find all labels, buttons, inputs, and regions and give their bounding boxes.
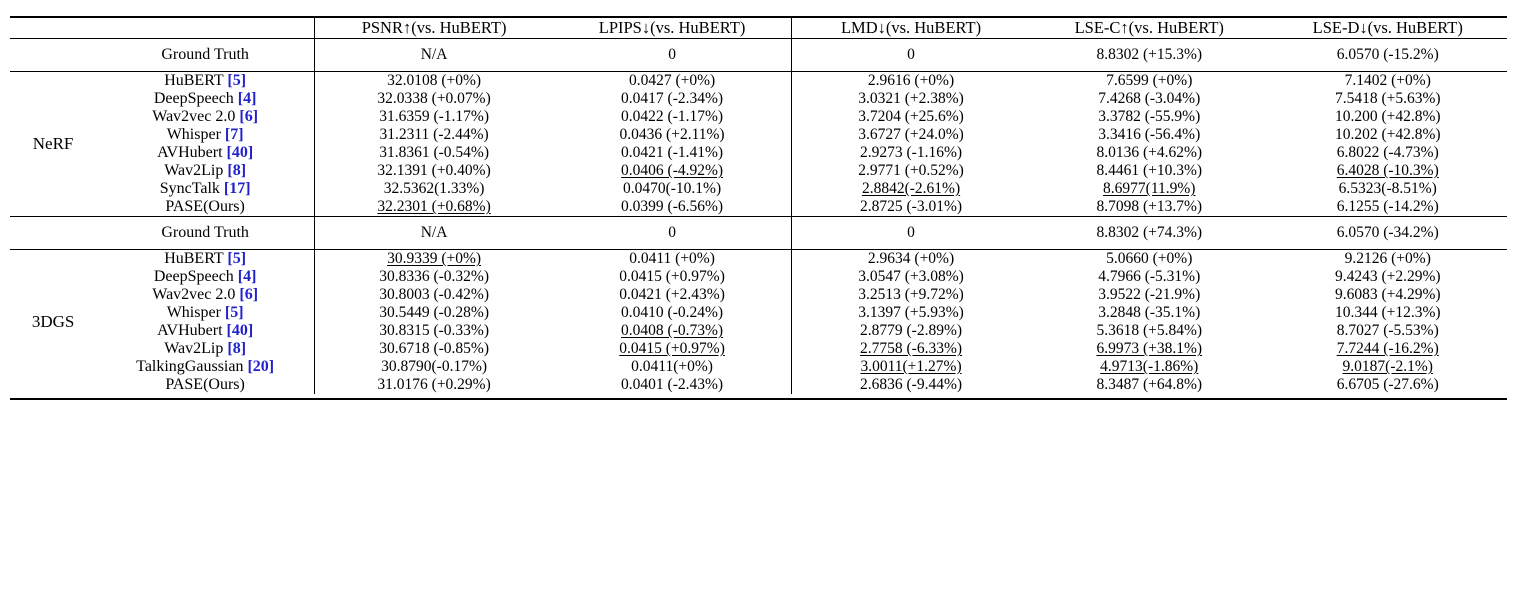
table-row [10,90,1507,108]
table-header-row [10,17,1507,39]
table-row [10,304,1507,322]
metric-value: 4.9713(-1.86%) [1100,358,1199,375]
method-name: HuBERT [5] [96,250,314,269]
metric-value: 32.1391 (+0.40%) [315,162,553,180]
group-label [10,39,96,72]
metric-value: 31.0176 (+0.29%) [315,376,553,394]
citation-ref[interactable]: [7] [224,126,244,143]
metric-value: 0.0411 (+0%) [553,250,791,269]
table-bottom-rule [10,394,1507,399]
metric-value: 0 [792,39,1030,72]
table-row [10,162,1507,180]
method-name: SyncTalk [17] [96,180,314,198]
metric-value: 0 [792,217,1030,250]
table-row [10,268,1507,286]
method-name: Wav2Lip [8] [96,162,314,180]
table-row [10,217,1507,250]
metric-value: 8.7098 (+13.7%) [1096,198,1203,215]
metric-value: 32.2301 (+0.68%) [315,198,553,217]
metric-value: 3.0011(+1.27%) [792,358,1030,376]
table-row [10,198,1507,217]
metric-value: 0.0436 (+2.11%) [619,126,725,143]
citation-ref[interactable]: [6] [239,108,259,125]
method-name: Whisper [7] [96,126,314,144]
citation-ref[interactable]: [8] [227,162,247,179]
citation-ref[interactable]: [20] [247,358,275,375]
method-name: DeepSpeech [4] [96,90,314,108]
metric-value: 0.0415 (+0.97%) [619,340,725,357]
metric-value: 0.0408 (-0.73%) [621,322,724,339]
metric-value: 3.9522 (-21.9%) [1098,286,1201,303]
metric-value: 32.0108 (+0%) [315,72,553,91]
method-name: Wav2vec 2.0 [6] [96,108,314,126]
metric-value: 8.6977(11.9%) [1103,180,1196,197]
metric-value: 2.8842(-2.61%) [792,180,1030,198]
table-row [10,180,1507,198]
metric-value: 4.7966 (-5.31%) [1098,268,1201,285]
metric-value: 6.8022 (-4.73%) [1336,144,1439,161]
header-metric: LMD↓(vs. HuBERT) [792,17,1030,39]
results-table [10,16,1507,400]
metric-value: 2.9273 (-1.16%) [792,144,1030,162]
method-name: HuBERT [5] [96,72,314,91]
table-row [10,72,1507,91]
citation-ref[interactable]: [40] [226,144,254,161]
metric-value: 0.0415 (+0.97%) [619,268,725,285]
metric-value: 30.8315 (-0.33%) [315,322,553,340]
metric-value: 6.0570 (-34.2%) [1268,217,1507,250]
metric-value: 3.7204 (+25.6%) [792,108,1030,126]
citation-ref[interactable]: [6] [239,286,259,303]
metric-value: 0.0406 (-4.92%) [621,162,724,179]
metric-value: 10.202 (+42.8%) [1334,126,1441,143]
citation-ref[interactable]: [5] [224,304,244,321]
citation-ref[interactable]: [5] [227,72,247,89]
metric-value: 5.0660 (+0%) [1030,250,1268,269]
table-row [10,286,1507,304]
metric-value: 3.2848 (-35.1%) [1098,304,1201,321]
table-row [10,322,1507,340]
metric-value: 31.2311 (-2.44%) [315,126,553,144]
method-name: AVHubert [40] [96,322,314,340]
metric-value: 30.9339 (+0%) [315,250,553,269]
metric-value: 8.0136 (+4.62%) [1096,144,1203,161]
table-row [10,126,1507,144]
metric-value: 32.0338 (+0.07%) [315,90,553,108]
method-name: AVHubert [40] [96,144,314,162]
metric-value: 0.0401 (-2.43%) [621,376,724,393]
metric-value: 5.3618 (+5.84%) [1096,322,1203,339]
metric-value: 30.5449 (-0.28%) [315,304,553,322]
metric-value: N/A [315,217,553,250]
method-name: Wav2vec 2.0 [6] [96,286,314,304]
metric-value: 6.5323(-8.51%) [1338,180,1437,197]
metric-value: 31.6359 (-1.17%) [315,108,553,126]
method-name: Ground Truth [96,39,314,72]
metric-value: 3.2513 (+9.72%) [792,286,1030,304]
group-label: 3DGS [10,250,96,395]
metric-value: 8.8302 (+15.3%) [1030,39,1268,72]
metric-value: 0.0417 (-2.34%) [621,90,724,107]
metric-value: 31.8361 (-0.54%) [315,144,553,162]
metric-value: 9.6083 (+4.29%) [1334,286,1441,303]
table-row [10,376,1507,394]
metric-value: 6.4028 (-10.3%) [1336,162,1439,179]
header-group [10,17,96,39]
metric-value: 2.9634 (+0%) [792,250,1030,269]
metric-value: 7.6599 (+0%) [1030,72,1268,91]
metric-value: 0 [553,39,791,72]
header-metric: LSE-D↓(vs. HuBERT) [1268,17,1507,39]
header-metric: LPIPS↓(vs. HuBERT) [553,17,791,39]
citation-ref[interactable]: [8] [227,340,247,357]
metric-value: 3.3782 (-55.9%) [1098,108,1201,125]
method-name: TalkingGaussian [20] [96,358,314,376]
metric-value: 6.1255 (-14.2%) [1336,198,1439,215]
metric-value: 0.0422 (-1.17%) [621,108,724,125]
metric-value: 2.9616 (+0%) [792,72,1030,91]
group-label [10,217,96,250]
metric-value: 6.6705 (-27.6%) [1336,376,1439,393]
citation-ref[interactable]: [17] [223,180,251,197]
metric-value: 8.8302 (+74.3%) [1030,217,1268,250]
method-name: DeepSpeech [4] [96,268,314,286]
metric-value: 0.0411(+0%) [631,358,713,375]
metric-value: 10.344 (+12.3%) [1334,304,1441,321]
metric-value: 0.0470(-10.1%) [622,180,722,197]
metric-value: 0.0410 (-0.24%) [621,304,724,321]
metric-value: 3.3416 (-56.4%) [1098,126,1201,143]
table-row [10,340,1507,358]
table-row [10,39,1507,72]
group-label: NeRF [10,72,96,217]
metric-value: 0.0421 (-1.41%) [621,144,724,161]
metric-value: 0.0399 (-6.56%) [621,198,724,215]
header-method [96,17,314,39]
table-row [10,108,1507,126]
metric-value: 9.2126 (+0%) [1268,250,1507,269]
metric-value: 2.8779 (-2.89%) [792,322,1030,340]
method-name: Ground Truth [96,217,314,250]
results-table-container [10,0,1507,400]
metric-value: 30.8790(-0.17%) [315,358,553,376]
header-metric: PSNR↑(vs. HuBERT) [315,17,553,39]
metric-value: 2.6836 (-9.44%) [792,376,1030,394]
metric-value: 0.0421 (+2.43%) [619,286,725,303]
metric-value: 7.5418 (+5.63%) [1334,90,1441,107]
metric-value: 2.7758 (-6.33%) [792,340,1030,358]
metric-value: N/A [315,39,553,72]
metric-value: 7.1402 (+0%) [1268,72,1507,91]
metric-value: 3.6727 (+24.0%) [792,126,1030,144]
citation-ref[interactable]: [4] [237,90,257,107]
metric-value: 2.8725 (-3.01%) [792,198,1030,217]
metric-value: 0 [553,217,791,250]
table-row [10,358,1507,376]
metric-value: 30.8336 (-0.32%) [315,268,553,286]
method-name: PASE(Ours) [96,376,314,394]
table-row [10,144,1507,162]
metric-value: 7.7244 (-16.2%) [1336,340,1439,357]
metric-value: 6.9973 (+38.1%) [1096,340,1203,357]
metric-value: 30.8003 (-0.42%) [315,286,553,304]
metric-value: 8.7027 (-5.53%) [1336,322,1439,339]
citation-ref[interactable]: [4] [237,268,257,285]
metric-value: 2.9771 (+0.52%) [792,162,1030,180]
method-name: PASE(Ours) [96,198,314,217]
citation-ref[interactable]: [40] [226,322,254,339]
method-name: Whisper [5] [96,304,314,322]
metric-value: 6.0570 (-15.2%) [1268,39,1507,72]
metric-value: 0.0427 (+0%) [553,72,791,91]
metric-value: 3.1397 (+5.93%) [792,304,1030,322]
metric-value: 32.5362(1.33%) [315,180,553,198]
table-row [10,250,1507,269]
metric-value: 30.6718 (-0.85%) [315,340,553,358]
metric-value: 9.0187(-2.1%) [1342,358,1433,375]
metric-value: 8.3487 (+64.8%) [1096,376,1203,393]
metric-value: 3.0547 (+3.08%) [792,268,1030,286]
header-metric: LSE-C↑(vs. HuBERT) [1030,17,1268,39]
metric-value: 8.4461 (+10.3%) [1096,162,1203,179]
method-name: Wav2Lip [8] [96,340,314,358]
metric-value: 10.200 (+42.8%) [1334,108,1441,125]
metric-value: 9.4243 (+2.29%) [1334,268,1441,285]
metric-value: 7.4268 (-3.04%) [1098,90,1201,107]
metric-value: 3.0321 (+2.38%) [792,90,1030,108]
citation-ref[interactable]: [5] [227,250,247,267]
